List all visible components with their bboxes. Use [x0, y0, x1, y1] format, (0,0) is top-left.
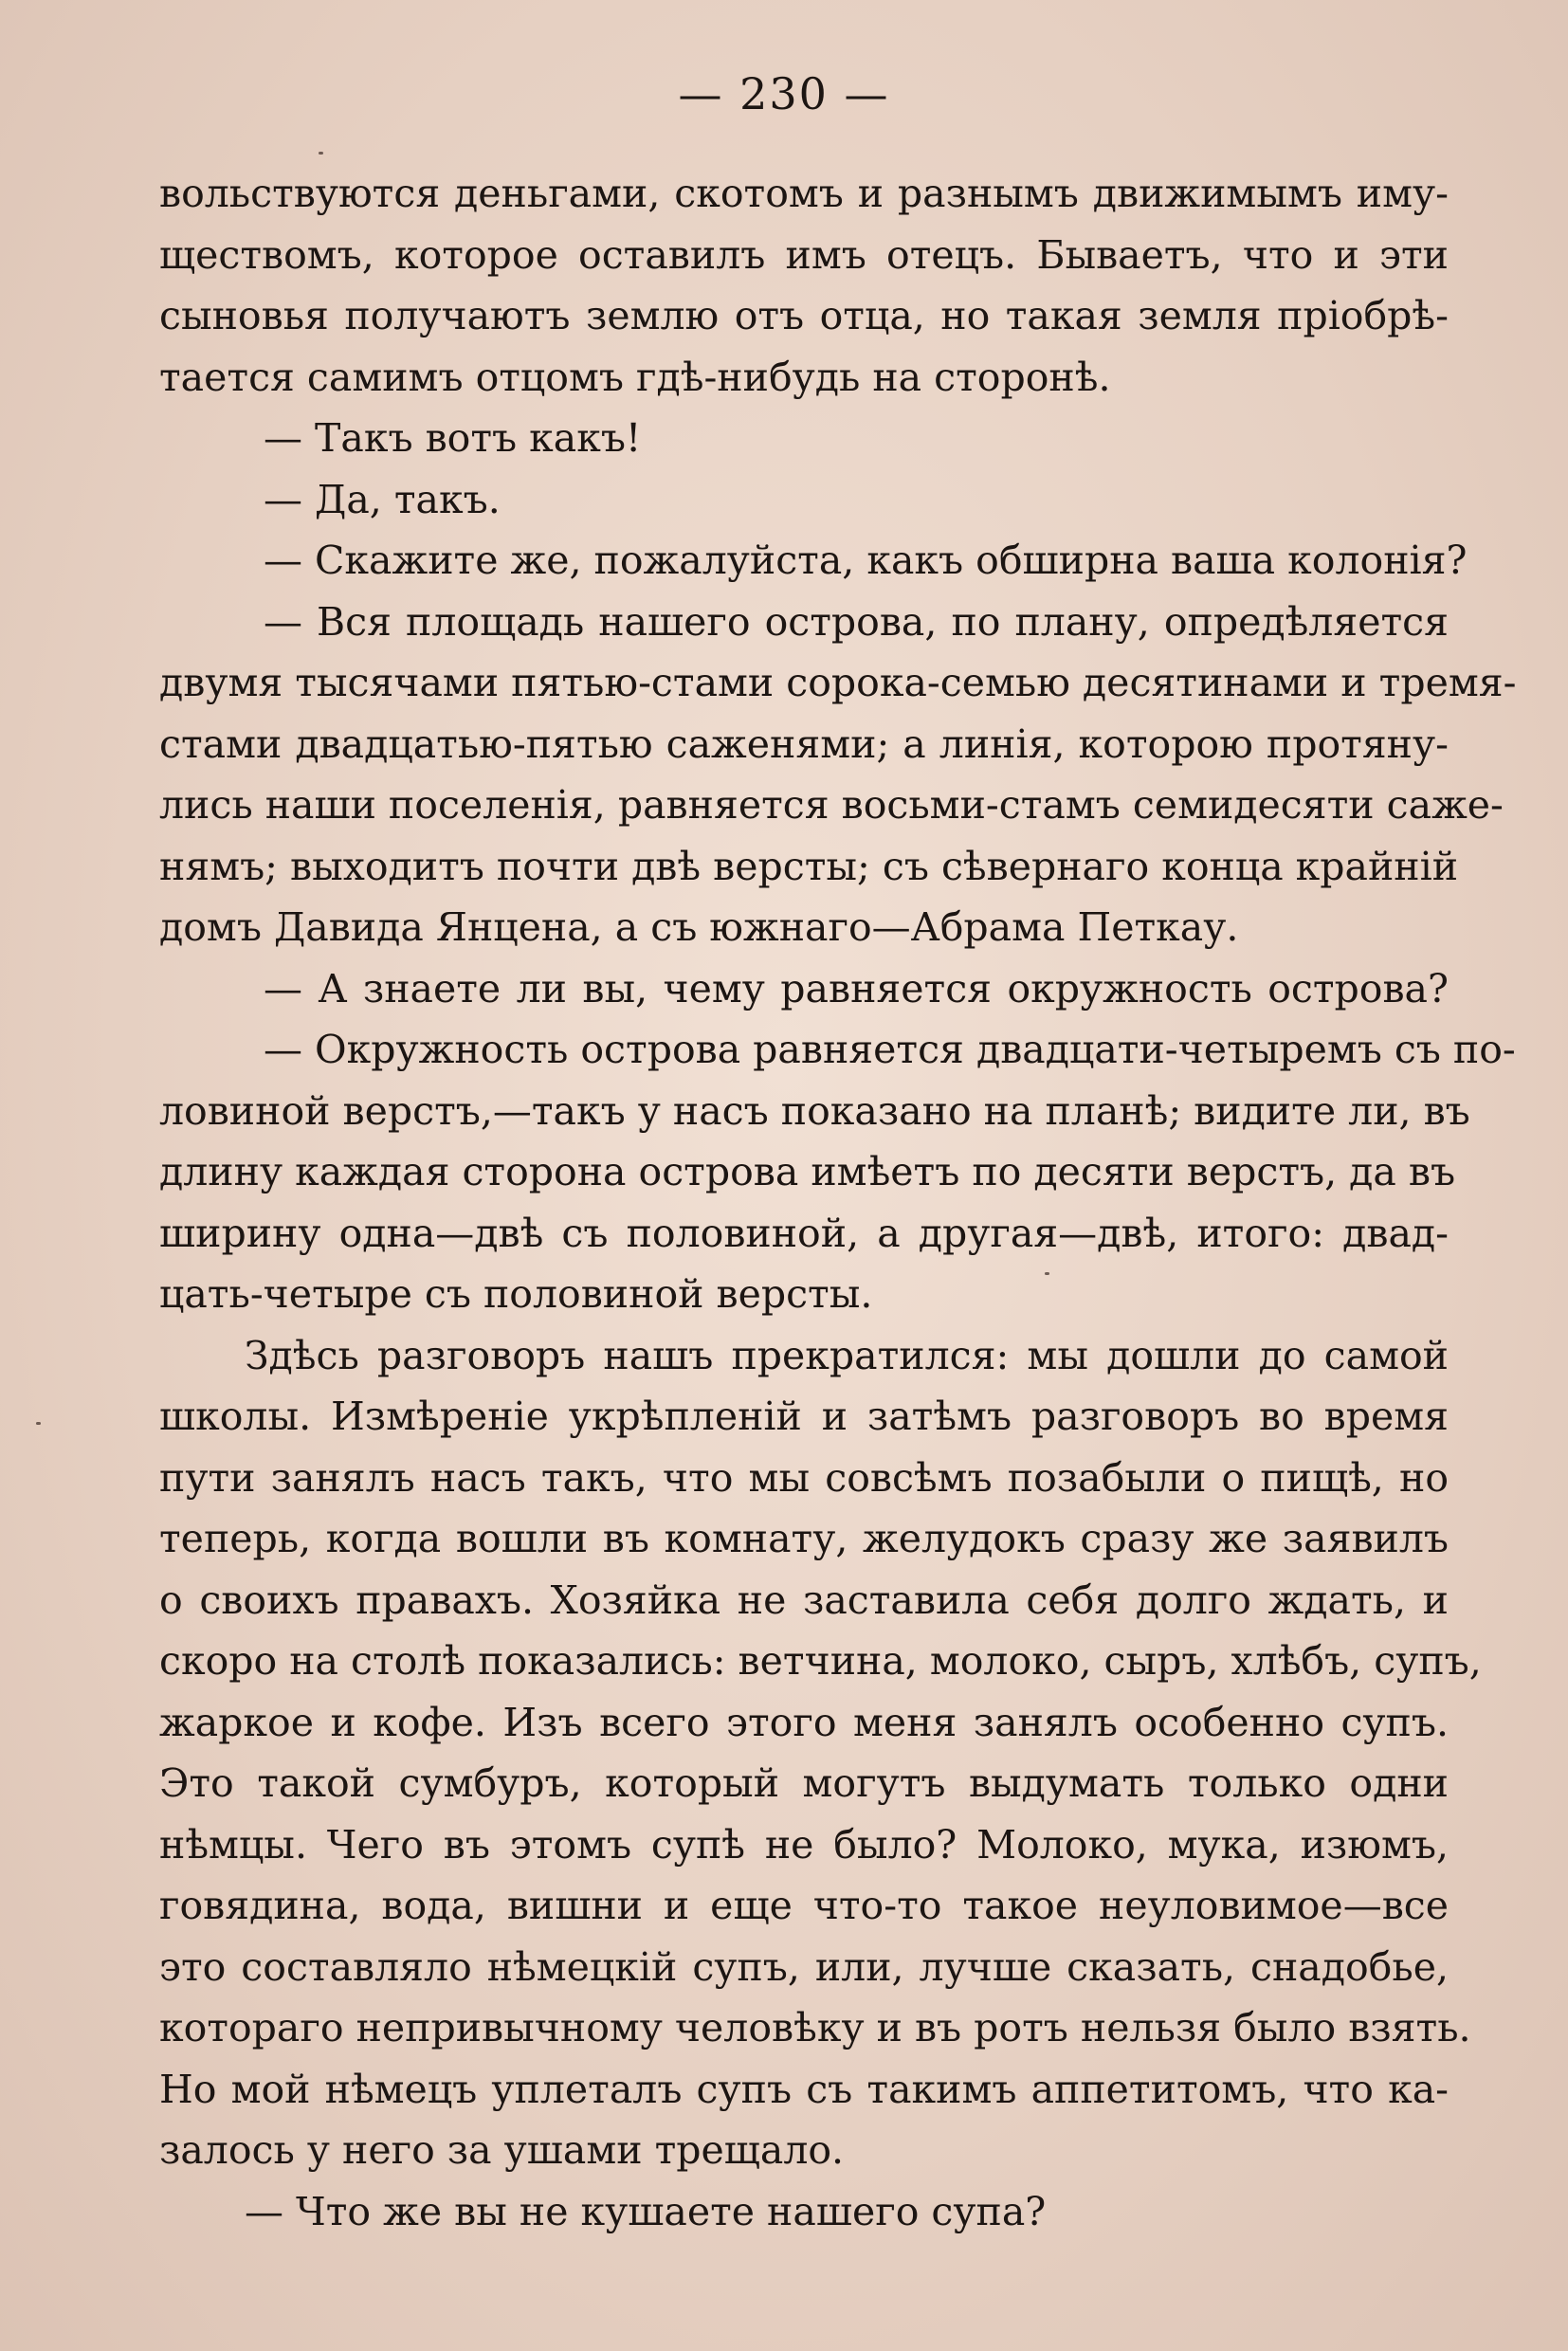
- text-line: — Скажите же, пожалуйста, какъ обширна ваша колонія?: [264, 538, 1468, 583]
- text-line: Но мой нѣмецъ уплеталъ супъ съ такимъ аппетитомъ, что ка-: [159, 2066, 1449, 2112]
- text-line: говядина, вода, вишни и еще что-то такое неуловимое—все: [159, 1883, 1449, 1928]
- text-line: — Что же вы не кушаете нашего супа?: [245, 2188, 1047, 2234]
- text-line: жаркое и кофе. Изъ всего этого меня занялъ особенно супъ.: [159, 1699, 1449, 1745]
- text-line: школы. Измѣреніе укрѣпленій и затѣмъ разговоръ во время: [159, 1394, 1449, 1439]
- text-line: — А знаете ли вы, чему равняется окружность острова?: [264, 965, 1449, 1011]
- text-line: — Да, такъ.: [264, 476, 501, 522]
- text-line: котораго непривычному человѣку и въ ротъ нельзя было взять.: [159, 2005, 1471, 2050]
- text-line: стами двадцатью-пятью саженями; а линія, которою протяну-: [159, 720, 1449, 767]
- text-line: сыновья получаютъ землю отъ отца, но такая земля пріобрѣ-: [159, 293, 1449, 338]
- text-line: пути занялъ насъ такъ, что мы совсѣмъ позабыли о пищѣ, но: [159, 1454, 1449, 1501]
- text-line: длину каждая сторона острова имѣетъ по десяти верстъ, да въ: [159, 1149, 1456, 1194]
- text-line: двумя тысячами пятью-стами сорока-семью десятинами и тремя-: [159, 660, 1517, 705]
- text-line: ширину одна—двѣ съ половиной, а другая—двѣ, итого: двад-: [159, 1210, 1449, 1256]
- text-line: нѣмцы. Чего въ этомъ супѣ не было? Молоко, мука, изюмъ,: [159, 1821, 1449, 1868]
- page-number: — 230 —: [678, 68, 890, 119]
- text-line: вольствуются деньгами, скотомъ и разнымъ движимымъ иму-: [159, 171, 1449, 216]
- text-line: Это такой сумбуръ, который могутъ выдумать только одни: [159, 1760, 1449, 1806]
- text-line: нямъ; выходитъ почти двѣ версты; съ сѣвернаго конца крайній: [159, 843, 1459, 889]
- ink-speck: [36, 1422, 41, 1425]
- text-line: — Окружность острова равняется двадцати-четыремъ съ по-: [264, 1027, 1516, 1072]
- text-line: Здѣсь разговоръ нашъ прекратился: мы дошли до самой: [245, 1332, 1449, 1378]
- text-line: ловиной верстъ,—такъ у насъ показано на планѣ; видите ли, въ: [159, 1087, 1470, 1134]
- ink-speck: [319, 152, 323, 155]
- text-line: скоро на столѣ показались: ветчина, молоко, сыръ, хлѣбъ, супъ,: [159, 1638, 1482, 1684]
- text-line: это составляло нѣмецкій супъ, или, лучше сказать, снадобье,: [159, 1943, 1449, 1990]
- text-line: залось у него за ушами трещало.: [159, 2127, 845, 2173]
- text-line: цать-четыре съ половиной версты.: [159, 1271, 873, 1317]
- text-line: домъ Давида Янцена, а съ южнаго—Абрама Петкау.: [159, 904, 1239, 950]
- body-text: [159, 163, 1517, 2242]
- text-line: теперь, когда вошли въ комнату, желудокъ сразу же заявилъ: [159, 1516, 1449, 1561]
- text-line: — Такъ вотъ какъ!: [264, 415, 642, 461]
- text-line: тается самимъ отцомъ гдѣ-нибудь на сторонѣ.: [159, 354, 1111, 400]
- text-line: — Вся площадь нашего острова, по плану, опредѣляется: [264, 598, 1449, 645]
- text-line: лись наши поселенія, равняется восьми-стамъ семидесяти саже-: [159, 782, 1504, 828]
- text-line: о своихъ правахъ. Хозяйка не заставила себя долго ждать, и: [159, 1576, 1449, 1623]
- ink-speck: [1045, 1272, 1049, 1275]
- text-line: ществомъ, которое оставилъ имъ отецъ. Бываетъ, что и эти: [159, 231, 1449, 278]
